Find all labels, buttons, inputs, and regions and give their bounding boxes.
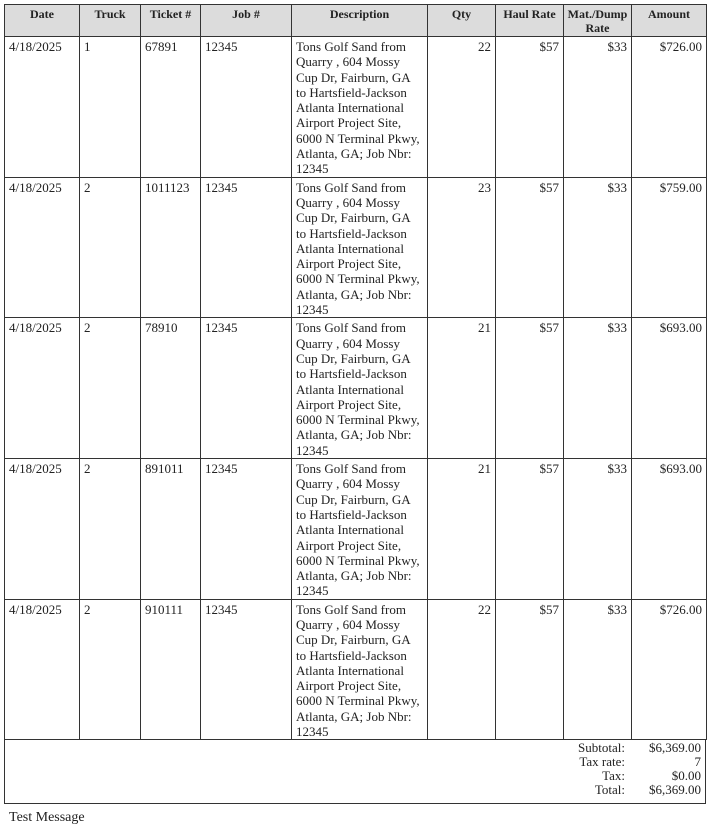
cell-ticket: 1011123 [141,177,201,318]
line-items-table [4,4,707,740]
table-header [5,5,707,37]
cell-truck: 2 [80,599,141,740]
cell-mat-dump-rate: $33 [564,459,632,600]
header-job: Job # [201,5,292,37]
cell-ticket: 67891 [141,37,201,178]
cell-description: Tons Golf Sand from Quarry , 604 Mossy Cup Dr, Fairburn, GA to Hartsfield-Jackson Atlanta International Airport Project Site, 6000 N Terminal Pkwy, Atlanta, GA; Job Nbr: 12345 [292,177,428,318]
tax-rate-value: 7 [694,754,701,770]
cell-qty: 21 [428,318,496,459]
total-row [505,783,701,797]
header-description: Description [292,5,428,37]
table-row [5,177,707,318]
table-row [5,318,707,459]
subtotal-row [505,741,701,755]
header-truck: Truck [80,5,141,37]
cell-description: Tons Golf Sand from Quarry , 604 Mossy Cup Dr, Fairburn, GA to Hartsfield-Jackson Atlanta International Airport Project Site, 6000 N Terminal Pkwy, Atlanta, GA; Job Nbr: 12345 [292,318,428,459]
invoice-document [4,4,706,804]
cell-amount: $693.00 [632,459,707,600]
cell-description: Tons Golf Sand from Quarry , 604 Mossy Cup Dr, Fairburn, GA to Hartsfield-Jackson Atlanta International Airport Project Site, 6000 N Terminal Pkwy, Atlanta, GA; Job Nbr: 12345 [292,459,428,600]
cell-haul-rate: $57 [496,599,564,740]
totals-section [4,740,706,804]
table-body [5,37,707,740]
cell-job: 12345 [201,318,292,459]
header-ticket: Ticket # [141,5,201,37]
cell-qty: 21 [428,459,496,600]
table-row [5,599,707,740]
cell-mat-dump-rate: $33 [564,37,632,178]
cell-truck: 2 [80,459,141,600]
header-amount: Amount [632,5,707,37]
subtotal-label: Subtotal: [578,740,625,756]
cell-mat-dump-rate: $33 [564,177,632,318]
cell-date: 4/18/2025 [5,37,80,178]
cell-qty: 22 [428,599,496,740]
header-haul-rate: Haul Rate [496,5,564,37]
cell-truck: 2 [80,177,141,318]
cell-job: 12345 [201,177,292,318]
header-mat-dump-rate: Mat./Dump Rate [564,5,632,37]
tax-value: $0.00 [671,768,701,784]
cell-amount: $726.00 [632,599,707,740]
cell-ticket: 78910 [141,318,201,459]
tax-rate-label: Tax rate: [579,754,625,770]
header-qty: Qty [428,5,496,37]
cell-date: 4/18/2025 [5,318,80,459]
total-label: Total: [594,782,625,798]
cell-amount: $726.00 [632,37,707,178]
cell-mat-dump-rate: $33 [564,318,632,459]
subtotal-value: $6,369.00 [649,740,701,756]
cell-truck: 2 [80,318,141,459]
cell-mat-dump-rate: $33 [564,599,632,740]
table-row [5,37,707,178]
cell-description: Tons Golf Sand from Quarry , 604 Mossy Cup Dr, Fairburn, GA to Hartsfield-Jackson Atlanta International Airport Project Site, 6000 N Terminal Pkwy, Atlanta, GA; Job Nbr: 12345 [292,37,428,178]
cell-qty: 22 [428,37,496,178]
cell-date: 4/18/2025 [5,599,80,740]
cell-amount: $759.00 [632,177,707,318]
cell-ticket: 910111 [141,599,201,740]
tax-rate-row [505,755,701,769]
cell-description: Tons Golf Sand from Quarry , 604 Mossy Cup Dr, Fairburn, GA to Hartsfield-Jackson Atlanta International Airport Project Site, 6000 N Terminal Pkwy, Atlanta, GA; Job Nbr: 12345 [292,599,428,740]
cell-haul-rate: $57 [496,177,564,318]
cell-haul-rate: $57 [496,37,564,178]
invoice-message: Test Message [9,810,85,825]
cell-date: 4/18/2025 [5,177,80,318]
cell-amount: $693.00 [632,318,707,459]
header-date: Date [5,5,80,37]
cell-haul-rate: $57 [496,318,564,459]
cell-job: 12345 [201,37,292,178]
cell-truck: 1 [80,37,141,178]
cell-date: 4/18/2025 [5,459,80,600]
cell-job: 12345 [201,599,292,740]
cell-qty: 23 [428,177,496,318]
cell-job: 12345 [201,459,292,600]
cell-haul-rate: $57 [496,459,564,600]
table-row [5,459,707,600]
cell-ticket: 891011 [141,459,201,600]
header-row [5,5,707,37]
total-value: $6,369.00 [649,782,701,798]
tax-label: Tax: [602,768,625,784]
totals-block [505,741,701,797]
tax-row [505,769,701,783]
